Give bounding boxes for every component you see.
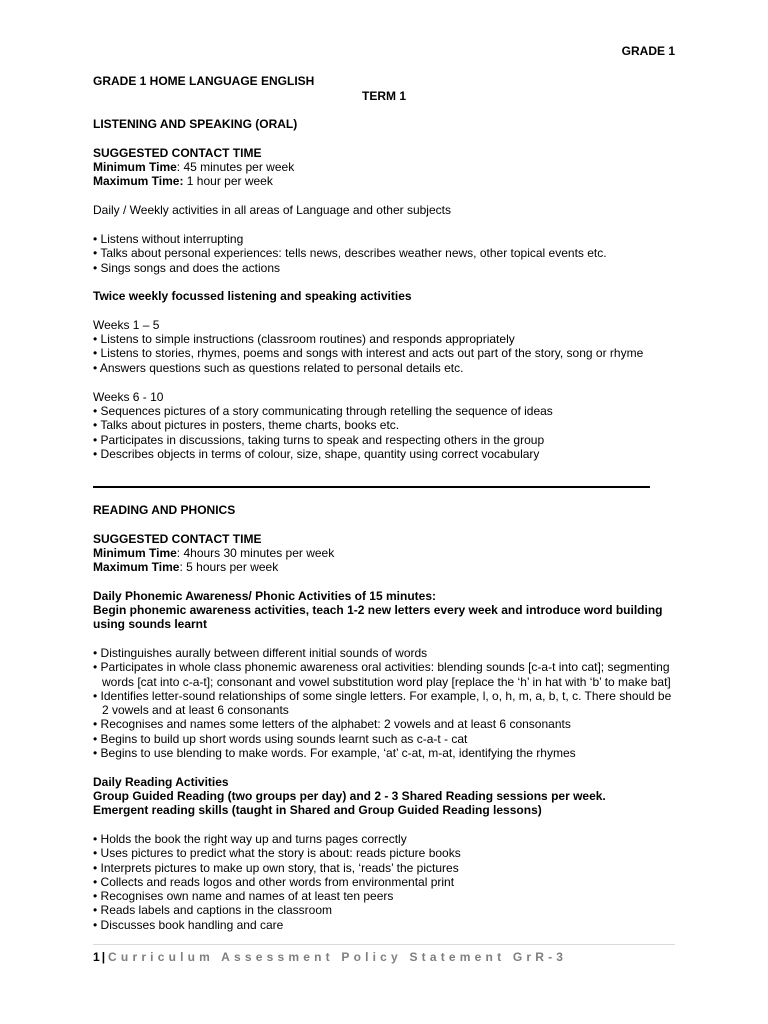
focus-heading: Twice weekly focussed listening and speaking activities <box>93 289 412 303</box>
listening-min-value: : 45 minutes per week <box>176 160 295 174</box>
daily-reading-heading-1: Daily Reading Activities <box>93 775 229 789</box>
list-item: • Begins to use blending to make words. For example, ‘at’ c-at, m-at, identifying the rhymes <box>93 746 576 761</box>
list-item: • Recognises own name and names of at least ten peers <box>93 889 394 904</box>
phonemic-heading-1: Daily Phonemic Awareness/ Phonic Activities of 15 minutes: <box>93 589 436 603</box>
list-item: • Answers questions such as questions related to personal details etc. <box>93 360 464 375</box>
phonemic-list <box>93 646 677 760</box>
phonemic-heading-2: Begin phonemic awareness activities, teach 1-2 new letters every week and introduce word building <box>93 603 663 617</box>
list-item: • Uses pictures to predict what the story is about: reads picture books <box>93 846 461 861</box>
section-divider <box>93 486 650 488</box>
term-label: TERM 1 <box>362 89 407 103</box>
list-item: • Participates in whole class phonemic awareness oral activities: blending sounds [c-a-t into cat]; segmenting words [cat into c-a-t]; consonant and vowel substitution word play [replace the ‘h’ in hat with ‘b’ to make bat] <box>93 660 671 689</box>
list-item: • Reads labels and captions in the classroom <box>93 903 332 918</box>
list-item: • Discusses book handling and care <box>93 917 284 932</box>
listening-contact-heading: SUGGESTED CONTACT TIME <box>93 146 262 160</box>
reading-max-value: : 5 hours per week <box>179 560 279 574</box>
phonemic-heading-3: using sounds learnt <box>93 617 208 631</box>
document-title: GRADE 1 HOME LANGUAGE ENGLISH <box>93 74 315 88</box>
page-number: 1 <box>93 950 100 964</box>
header-grade-label: GRADE 1 <box>621 44 675 58</box>
footer-title: Curriculum Assessment Policy Statement GrR-3 <box>108 950 568 964</box>
listening-max-time <box>93 174 273 188</box>
reading-min-label: Minimum Time <box>93 546 177 560</box>
list-item: • Begins to build up short words using sounds learnt such as c-a-t - cat <box>93 731 468 746</box>
daily-reading-heading-2: Group Guided Reading (two groups per day) and 2 - 3 Shared Reading sessions per week. <box>93 789 606 803</box>
list-item: • Holds the book the right way up and turns pages correctly <box>93 832 407 846</box>
weeks-1-5-list <box>93 332 643 375</box>
listening-max-label: Maximum Time: <box>93 174 184 188</box>
weeks-6-10-label: Weeks 6 - 10 <box>93 390 164 404</box>
weeks-1-5-label: Weeks 1 – 5 <box>93 318 160 332</box>
listening-min-time <box>93 160 294 174</box>
list-item: • Distinguishes aurally between different initial sounds of words <box>93 646 428 660</box>
list-item: • Sequences pictures of a story communicating through retelling the sequence of ideas <box>93 404 553 418</box>
listening-heading: LISTENING AND SPEAKING (ORAL) <box>93 117 298 131</box>
listening-min-label: Minimum Time <box>93 160 177 174</box>
reading-max-label: Maximum Time <box>93 560 180 574</box>
footer-divider <box>93 944 675 945</box>
daily-reading-heading-3: Emergent reading skills (taught in Shared and Group Guided Reading lessons) <box>93 803 542 817</box>
weeks-6-10-list <box>93 404 553 461</box>
reading-skills-list <box>93 832 461 932</box>
reading-min-time <box>93 546 334 560</box>
listening-daily-list <box>93 232 607 275</box>
listening-daily-intro: Daily / Weekly activities in all areas of Language and other subjects <box>93 203 451 217</box>
list-item: • Talks about personal experiences: tells news, describes weather news, other topical events etc. <box>93 246 607 261</box>
list-item: • Interprets pictures to make up own story, that is, ‘reads’ the pictures <box>93 860 459 875</box>
list-item: • Listens without interrupting <box>93 232 244 246</box>
listening-max-value: 1 hour per week <box>183 174 273 188</box>
reading-min-value: : 4hours 30 minutes per week <box>176 546 335 560</box>
list-item: • Listens to stories, rhymes, poems and songs with interest and acts out part of the story, song or rhyme <box>93 346 644 361</box>
list-item: • Describes objects in terms of colour, size, shape, quantity using correct vocabulary <box>93 446 540 461</box>
list-item: • Sings songs and does the actions <box>93 260 280 275</box>
footer-separator: | <box>101 950 106 964</box>
reading-max-time <box>93 560 278 574</box>
list-item: • Collects and reads logos and other words from environmental print <box>93 874 455 889</box>
reading-heading: READING AND PHONICS <box>93 503 236 517</box>
page-footer <box>93 950 567 964</box>
list-item: • Talks about pictures in posters, theme charts, books etc. <box>93 418 400 433</box>
list-item: • Participates in discussions, taking turns to speak and respecting others in the group <box>93 432 545 447</box>
list-item: • Recognises and names some letters of the alphabet: 2 vowels and at least 6 consonants <box>93 717 571 732</box>
list-item: • Listens to simple instructions (classroom routines) and responds appropriately <box>93 332 515 346</box>
reading-contact-heading: SUGGESTED CONTACT TIME <box>93 532 262 546</box>
list-item: • Identifies letter-sound relationships of some single letters. For example, l, o, h, m, a, b, t, c. There should be 2 vowels and at least 6 consonants <box>93 688 672 718</box>
